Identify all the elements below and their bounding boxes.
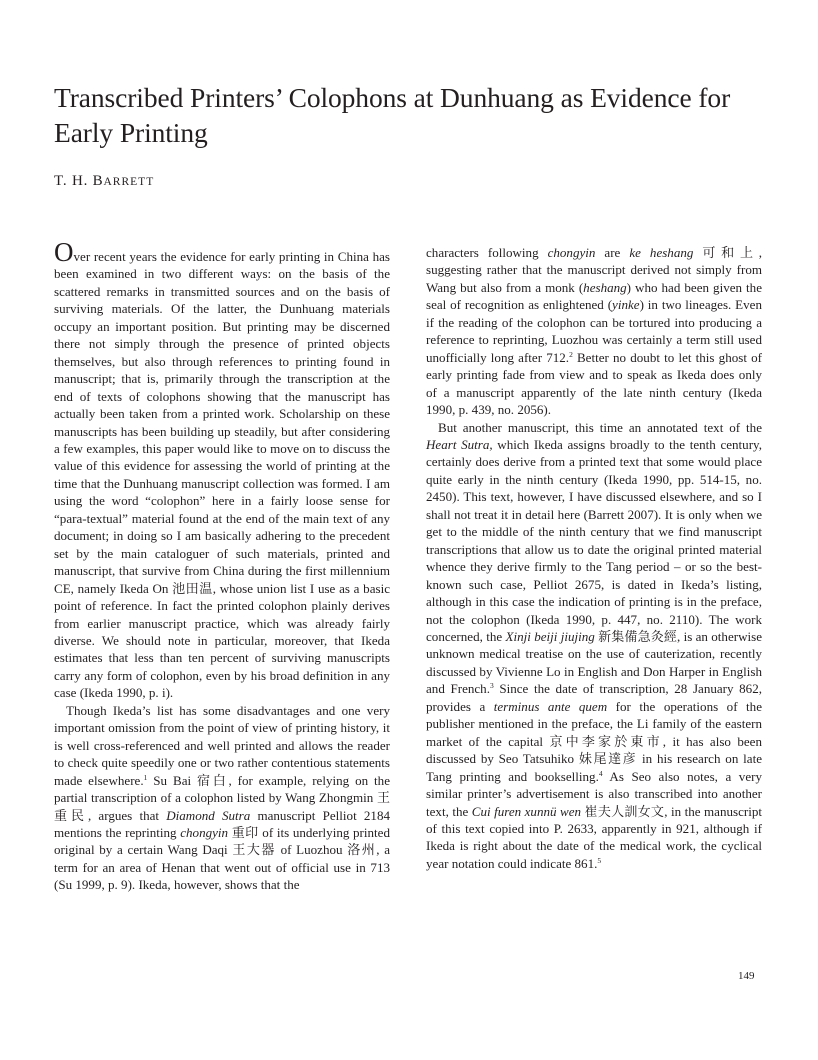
text-run: As Seo also notes, a very similar printer’s advertisement is also transcribed into another text, the <box>426 768 762 819</box>
italic-term: chongyin <box>547 245 596 260</box>
text-run: 可和上, suggesting rather that the manuscript derived not simply from Wang but also from a monk ( <box>426 245 762 295</box>
drop-cap: O <box>54 237 74 267</box>
text-run: Better no doubt to let this ghost of early printing fade from view and to speak as Ikeda does only of a manuscript apparently of the late ninth century (Ikeda 1990, p. 439, no. 2056). <box>426 349 762 418</box>
article-title: Transcribed Printers’ Colophons at Dunhuang as Evidence for Early Printing <box>54 82 731 148</box>
text-run: But another manuscript, this time an annotated text of the <box>438 419 762 435</box>
footnote-marker-5[interactable]: 5 <box>597 855 602 865</box>
italic-title: Heart Sutra, <box>426 436 493 452</box>
text-run: ) in two lineages. Even if the reading of the colophon can be tortured into producing a reference to reprinting, Luozhou was certainly a term still used unofficially long after 712. <box>426 297 762 365</box>
author-initials: T. H. B <box>54 173 104 189</box>
text-run: manuscript Pelliot 2184 mentions the reprinting <box>54 807 390 840</box>
paragraph-4 <box>426 419 762 873</box>
text-run: 重印 of its underlying printed original by a certain Wang Daqi 王大器 of Luozhou 洛州, a term for an area of Henan that went out of official use in 713 (Su 1999, p. 9). Ikeda, however, shows that the <box>54 824 390 893</box>
text-run: Su Bai 宿白, for example, relying on the partial transcription of a colophon listed by Wang Zhongmin 王重民, argues that <box>54 772 390 823</box>
footnote-marker-3[interactable]: 3 <box>489 681 494 691</box>
left-column <box>54 237 390 894</box>
italic-title: Cui furen xunnü wen <box>471 803 582 819</box>
text-run: for the operations of the publisher mentioned in the preface, the Li family of the eastern market of the capital 京中李家於東市, it has also been discussed by Seo Tatsuhiko 妹尾達彦 in his research on late Tang printing and bookselling. <box>426 698 762 784</box>
text-run: ) who had been given the seal of recognition as enlightened ( <box>426 279 762 313</box>
text-run: 新集備急灸經, is an otherwise unknown medical treatise on the use of cauterization, recently discussed by Vivienne Lo in English and Don Harper in English and French. <box>426 628 762 697</box>
footnote-marker-4[interactable]: 4 <box>598 768 603 778</box>
paragraph-2 <box>54 702 390 894</box>
author-byline <box>54 173 154 190</box>
text-run: Since the date of transcription, 28 January 862, provides a <box>426 681 762 714</box>
right-column <box>426 244 762 872</box>
italic-term: heshang <box>583 279 627 295</box>
italic-term: ke heshang <box>629 245 694 260</box>
author-surname-smallcaps: ARRETT <box>103 176 155 188</box>
italic-term: yinke <box>612 297 640 313</box>
paragraph-1 <box>54 237 390 702</box>
text-run: Though Ikeda’s list has some disadvantages and one very important omission from the point of view of printing history, it is well cross-referenced and well printed and allows the reader to check quite speedily one or two rather contentious statements made elsewhere. <box>54 702 390 788</box>
italic-term: terminus ante quem <box>493 698 608 714</box>
text-run: which Ikeda assigns broadly to the tenth century, certainly does derive from a printed text that some would place quite early in the ninth century (Ikeda 1990, pp. 514-15, no. 2450). This text, however, I have discussed elsewhere, and so I shall not treat it in detail here (Barrett 2007). It is only when we get to the middle of the ninth century that we find manuscript transcriptions that allow us to date the original printed material whence they derive firmly to the Tang period – or so the best-known such case, Pelliot 2675, is dated in Ikeda’s listing, although in this case the indication of printing is in the preface, not the colophon (Ikeda 1990, p. 447, no. 2110). The work concerned, the <box>426 436 762 644</box>
paragraph-3 <box>426 244 762 419</box>
italic-title: Diamond Sutra <box>166 807 251 823</box>
text-run: are <box>595 245 630 260</box>
page-number: 149 <box>738 970 755 982</box>
italic-title: Xinji beiji jiujing <box>505 628 595 644</box>
paragraph-1-text: ver recent years the evidence for early printing in China has been examined in two different ways: on the basis of the scattered remarks in transmitted sources and on the basis of surviving materials. Of the latter, the Dunhuang materials occupy an important position. But printing may be discerned there not simply through the presence of printed objects themselves, but also through references to printing found in manuscript; that is, primarily through the transcription at the end of texts of colophons showing that the manuscript has actually been taken from a printed work. Scholarship on these manuscripts has been building up steadily, but after considering a few examples, this paper would like to move on to discuss the value of this evidence for assessing the world of printing at the time that the Dunhuang manuscript collection was formed. I am using the word “colophon” here in a fairly loose sense for “para-textual” material found at the end of the main text of any document; in doing so I am basically adhering to the precedent set by the main cataloguer of such materials, printed and manuscript, that survive from China during the first millennium CE, namely Ikeda On 池田温, whose union list I use as a basic point of reference. In fact the printed colophon plainly derives from earlier manuscript practice, which was already fairly diverse. We should note in particular, moreover, that Ikeda estimates that less than ten percent of surviving manuscripts carry any form of colophon, even by his broad definition in any case (Ikeda 1990, p. i). <box>54 249 390 701</box>
footnote-marker-2[interactable]: 2 <box>569 349 573 359</box>
text-run: characters following <box>426 245 548 260</box>
footnote-marker-1[interactable]: 1 <box>143 772 148 782</box>
text-run: 崔夫人訓女文, in the manuscript of this text copied into P. 2633, apparently in 921, although if Ikeda is right about the date of the medical work, the cyclical year notation could indicate 861. <box>426 803 762 871</box>
italic-term: chongyin <box>180 824 229 840</box>
